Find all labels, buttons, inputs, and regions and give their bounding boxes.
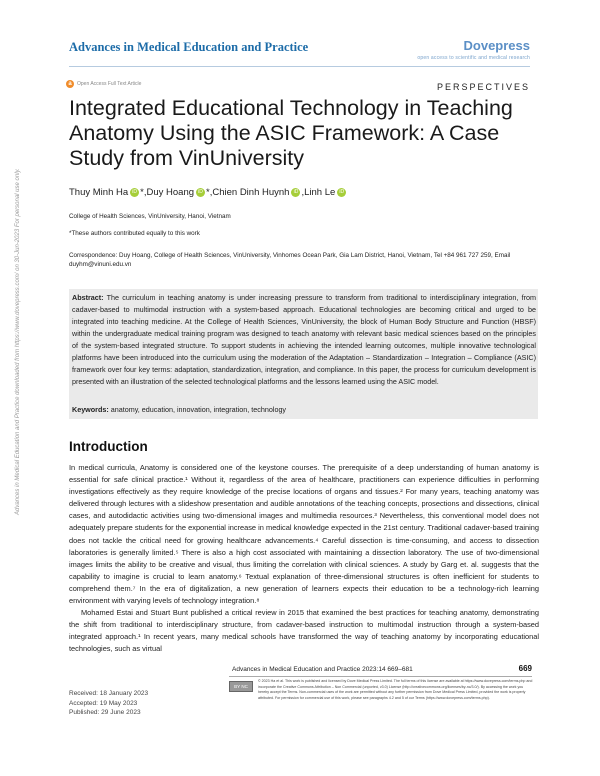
publisher-tagline: open access to scientific and medical research — [417, 55, 530, 61]
journal-title[interactable]: Advances in Medical Education and Practice — [69, 40, 309, 54]
license-text: © 2023 Ha et al. This work is published and licensed by Dove Medical Press Limited. The full terms of this license are available at https://www.dovepress.com/terms.php and incorporate the Creative Commons Attribution – Non Commercial (unported, v3.0) License (http://creativecommons.org/licenses/by-nc/3.0/). By accessing the work you hereby accept the Terms. Non-commercial uses of the work are permitted without any further permission from Dove Medical Press Limited, provided the work is properly attributed. For permission for commercial use of this work, please see paragraphs 4.2 and 5 of our Terms (https://www.dovepress.com/terms.php). — [258, 679, 533, 700]
accepted-date: Accepted: 19 May 2023 — [69, 699, 138, 707]
abstract — [72, 292, 536, 388]
equal-contribution-note: *These authors contributed equally to this work — [69, 230, 200, 237]
keywords — [72, 405, 286, 414]
affiliation: College of Health Sciences, VinUniversity, Hanoi, Vietnam — [69, 213, 231, 220]
cc-license-icon[interactable]: BY NC — [229, 681, 253, 692]
correspondence: Correspondence: Duy Hoang, College of Health Sciences, VinUniversity, Vinhomes Ocean Park, Gia Lam District, Hanoi, Vietnam, Tel +84 961 727 259, Email duyhm@vinuni.edu.vn — [69, 252, 511, 268]
abstract-label: Abstract: — [72, 293, 104, 302]
orcid-icon[interactable]: iD — [130, 188, 139, 197]
open-access-icon: a — [66, 80, 74, 88]
article-dates — [69, 689, 148, 718]
orcid-icon[interactable]: iD — [291, 188, 300, 197]
download-notice: Advances in Medical Education and Practice downloaded from https://www.dovepress.com/ on 30-Jun-2023 For personal use only. — [15, 168, 21, 515]
author-list — [69, 187, 347, 198]
author-name[interactable]: Thuy Minh Ha — [69, 187, 129, 198]
article-section: PERSPECTIVES — [436, 82, 530, 92]
body-text — [69, 462, 539, 656]
page-number: 669 — [518, 664, 532, 673]
received-date: Received: 18 January 2023 — [69, 690, 149, 697]
section-heading: Introduction — [69, 439, 148, 454]
orcid-icon[interactable]: iD — [337, 188, 346, 197]
abstract-text: The curriculum in teaching anatomy is under increasing pressure to transform from traditional to interdisciplinary integration, from cadaver-based to multimodal instruction with a system-based approach. Educational technologies are becoming critical and urged to be integrated into teaching medicine. At the College of Health Sciences, VinUniversity, the block of Human Body Structure and Function (HBSF) within the undergraduate medical training program was designed to teach anatomy with relevant basic medical sciences based on the principles of the system-based integrated structure. To support students in achieving the intended learning outcomes, multiple innovative technological platforms have been introduced into the curriculum using the moderation of the Adaptation – Standardization – Integration – Compliance (ASIC) framework over four key terms: adaptation, standardization, integration, and compliance. In this paper, the process for curriculum development is presented with an illustration of the selected technological platforms and the lessons learned using the ASIC model. — [72, 293, 536, 386]
author-mark: *, — [140, 187, 147, 198]
footer-citation[interactable]: Advances in Medical Education and Practice 2023:14 669–681 — [232, 666, 413, 673]
open-access-text: Open Access Full Text Article — [77, 81, 142, 87]
paragraph: In medical curricula, Anatomy is considered one of the keystone courses. The prerequisite of a deep understanding of human anatomy is essential for safe clinical practice.¹ Without it, regardless of the area of healthcare, practitioners can experience difficulties in performing investigations effectively as they require knowledge of the precise locations of organs and tissues.² For many years, teaching anatomy was delivered through lectures with a slideshow presentation and audible annotations of the teaching concepts, prosections and dissections, clinical cases, and autodidactic activities using two-dimensional images and multimedia resources.³ Nevertheless, this conventional model does not adequately prepare students for the exponential increase in medical knowledge expected in the 21st century. Traditional cadaver-based training does not tackle the critical need for growing healthcare advancements.⁴ Careful dissection is time-consuming, and access to dissection laboratories is generally limited.⁵ There is also a high cost associated with maintaining a dissection laboratory. The use of two-dimensional images limits the ability to be creative and visual, thus limiting the correlation with clinical sciences. A study by Garg et. al. suggests that the capability to imagine is crucial to learn anatomy.⁶ Textual explanation of three-dimensional structures is often inefficient for students to comprehend them.⁷ In the era of digitalization, a new generation of learners expects their education to be a technology-rich learning environment with varying levels of technology integration.⁸ — [69, 463, 539, 606]
author-mark: , — [301, 187, 305, 198]
keywords-label: Keywords: — [72, 405, 109, 414]
orcid-icon[interactable]: iD — [196, 188, 205, 197]
publisher-logo[interactable]: Dovepress — [463, 38, 530, 53]
keywords-text: anatomy, education, innovation, integration, technology — [110, 405, 287, 414]
open-access-label — [66, 80, 141, 88]
article-title: Integrated Educational Technology in Teaching Anatomy Using the ASIC Framework: A Case Study from VinUniversity — [69, 96, 513, 170]
published-date: Published: 29 June 2023 — [69, 709, 141, 716]
paragraph: Mohamed Estai and Stuart Bunt published a critical review in 2015 that examined the best practices for teaching anatomy, demonstrating the shift from traditional to interdisciplinary structure, from cadaver-based instruction to multimodal instruction through a system-based integrated approach.¹ In recent years, many medical schools have transformed the way of teaching anatomy by incorporating educational technologies, such as virtual — [69, 608, 539, 654]
author-name[interactable]: Linh Le — [304, 187, 336, 198]
header-divider — [69, 66, 530, 67]
footer-divider — [229, 676, 532, 677]
author-name[interactable]: Chien Dinh Huynh — [212, 187, 290, 198]
author-mark: *, — [206, 187, 213, 198]
author-name[interactable]: Duy Hoang — [146, 187, 195, 198]
